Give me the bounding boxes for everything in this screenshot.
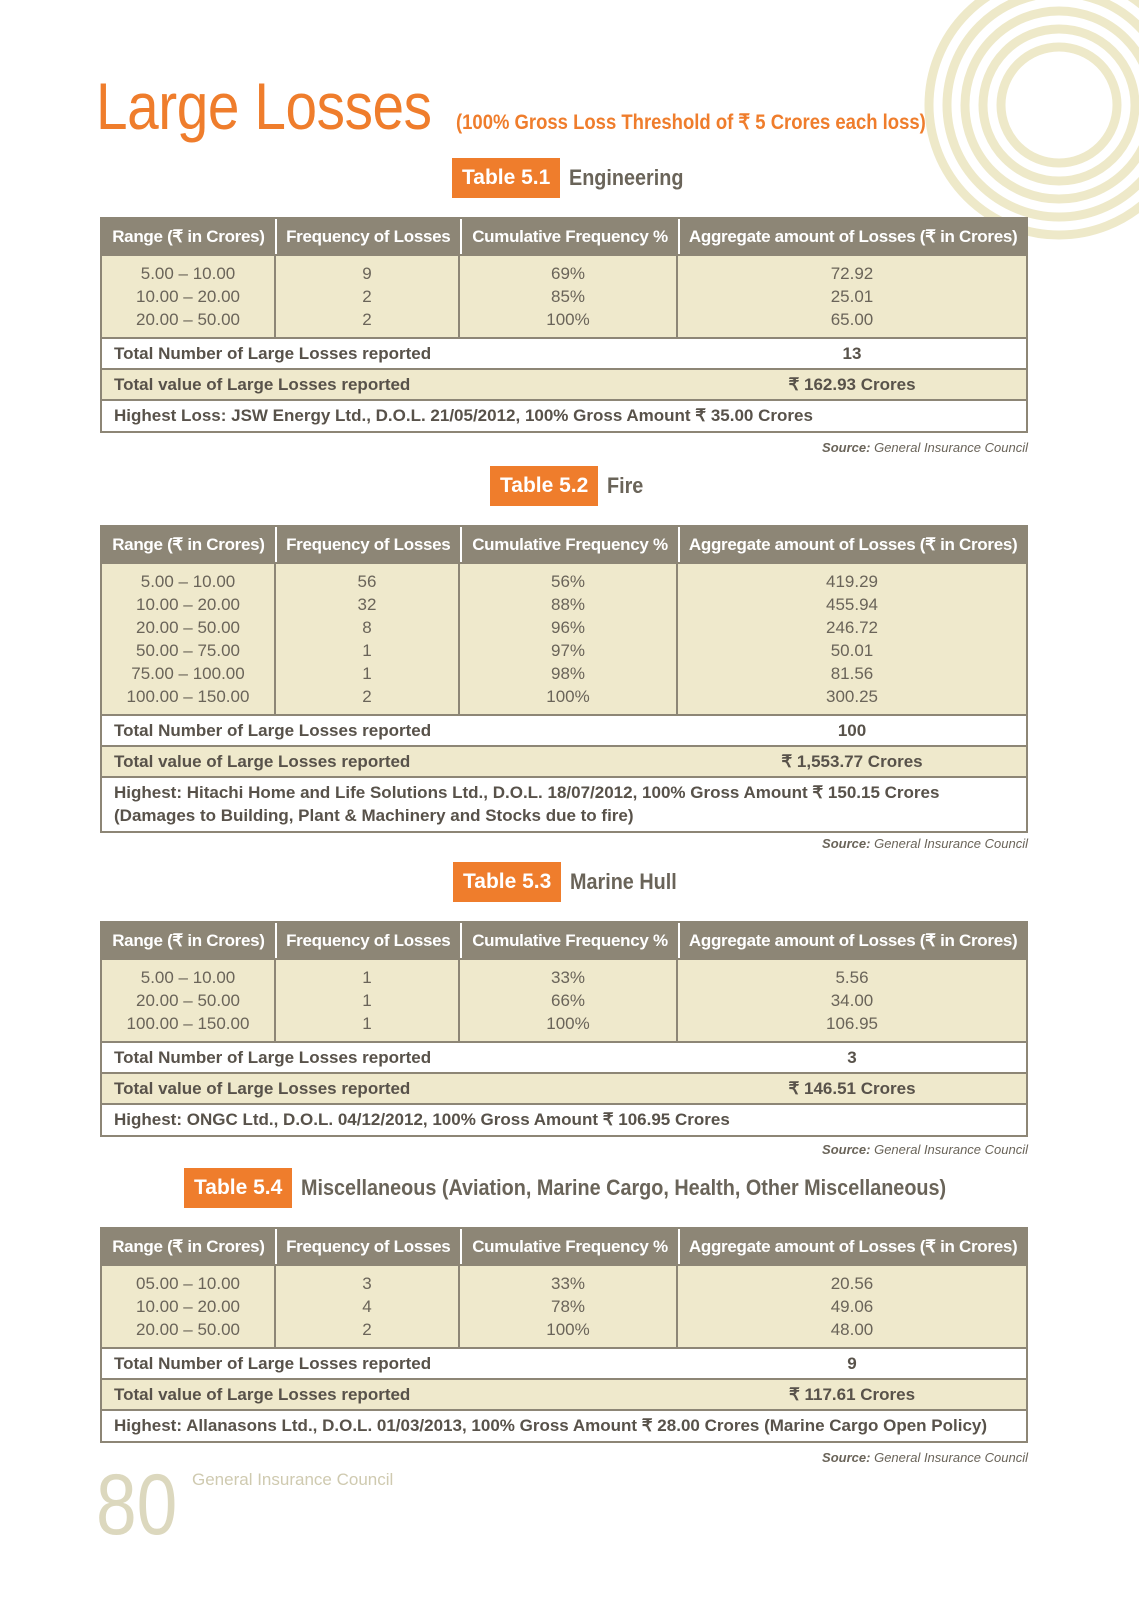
frequency-column	[276, 256, 460, 337]
table-cell: 49.06	[830, 1297, 874, 1316]
table-cell: 2	[362, 1320, 372, 1339]
cumulative-column	[460, 564, 678, 714]
table-cell: 5.00 – 10.00	[140, 572, 236, 591]
cumulative-column	[460, 960, 678, 1041]
total-value-label: Total value of Large Losses reported	[114, 1384, 411, 1404]
range-column	[102, 960, 276, 1041]
table-cell: 5.56	[835, 968, 869, 987]
table-name: Marine Hull	[570, 869, 678, 894]
table-cell: 100%	[546, 1014, 590, 1033]
table-cell: 33%	[550, 968, 586, 987]
table-cell: 05.00 – 10.00	[136, 1274, 240, 1293]
table-miscellaneous	[100, 1227, 1028, 1443]
amount-column	[678, 564, 1026, 714]
table-cell: 2	[362, 287, 372, 306]
table-cell: 32	[357, 595, 377, 614]
table-number: Table 5.2	[490, 466, 598, 506]
table-cell: 33%	[550, 1274, 586, 1293]
table-number: Table 5.3	[453, 862, 561, 902]
table-cell: 25.01	[830, 287, 874, 306]
frequency-column	[276, 1266, 460, 1347]
table-body	[102, 254, 1026, 337]
table-cell: 81.56	[830, 664, 874, 683]
total-value-value: ₹ 117.61 Crores	[788, 1384, 916, 1404]
table-caption	[452, 158, 696, 198]
highest-loss-note: Highest: Allanasons Ltd., D.O.L. 01/03/2013, 100% Gross Amount ₹ 28.00 Crores (Marine Cargo Open Policy)	[102, 1409, 1026, 1441]
amount-column	[678, 960, 1026, 1041]
table-cell: 300.25	[826, 687, 878, 706]
source-note: Source: General Insurance Council	[822, 440, 1028, 455]
table-cell: 8	[362, 618, 372, 637]
column-header: Range (₹ in Crores)	[102, 219, 277, 254]
table-cell: 96%	[550, 618, 586, 637]
table-cell: 3	[362, 1274, 372, 1293]
table-fire	[100, 525, 1028, 833]
column-header: Cumulative Frequency %	[462, 527, 681, 562]
total-number-value: 9	[847, 1353, 857, 1373]
table-header	[102, 219, 1026, 254]
total-number-label: Total Number of Large Losses reported	[114, 1047, 432, 1067]
table-cell: 10.00 – 20.00	[136, 287, 240, 306]
column-header: Range (₹ in Crores)	[102, 527, 277, 562]
table-cell: 1	[362, 664, 372, 683]
table-cell: 20.00 – 50.00	[136, 991, 240, 1010]
table-cell: 20.56	[830, 1274, 874, 1293]
cumulative-column	[460, 1266, 678, 1347]
column-header: Aggregate amount of Losses (₹ in Crores)	[688, 930, 1018, 950]
table-cell: 78%	[550, 1297, 586, 1316]
column-header: Aggregate amount of Losses (₹ in Crores)	[688, 226, 1018, 246]
table-caption	[184, 1168, 1018, 1208]
total-value-value: ₹ 1,553.77 Crores	[781, 751, 923, 771]
table-cell: 1	[362, 991, 372, 1010]
total-value-value: ₹ 162.93 Crores	[788, 374, 916, 394]
frequency-column	[276, 960, 460, 1041]
table-cell: 419.29	[826, 572, 878, 591]
table-cell: 10.00 – 20.00	[136, 1297, 240, 1316]
total-number-value: 13	[842, 343, 862, 363]
table-cell: 98%	[550, 664, 586, 683]
table-cell: 97%	[550, 641, 586, 660]
table-cell: 56	[357, 572, 377, 591]
column-header: Range (₹ in Crores)	[102, 923, 277, 958]
table-caption	[453, 862, 689, 902]
table-cell: 20.00 – 50.00	[136, 1320, 240, 1339]
total-number-label: Total Number of Large Losses reported	[114, 1353, 432, 1373]
table-cell: 5.00 – 10.00	[140, 264, 236, 283]
amount-column	[678, 1266, 1026, 1347]
range-column	[102, 256, 276, 337]
table-cell: 106.95	[826, 1014, 878, 1033]
total-number-row	[102, 1347, 1026, 1378]
total-number-value: 100	[837, 720, 867, 740]
frequency-column	[276, 564, 460, 714]
table-cell: 1	[362, 968, 372, 987]
table-cell: 75.00 – 100.00	[131, 664, 245, 683]
page-number: 80	[96, 1457, 178, 1553]
table-cell: 100.00 – 150.00	[126, 687, 250, 706]
table-cell: 65.00	[830, 310, 874, 329]
table-header	[102, 1229, 1026, 1264]
table-body	[102, 958, 1026, 1041]
column-header: Frequency of Losses	[277, 923, 462, 958]
range-column	[102, 564, 276, 714]
table-cell: 100%	[546, 310, 590, 329]
highest-loss-note: Highest: Hitachi Home and Life Solutions Ltd., D.O.L. 18/07/2012, 100% Gross Amount ₹ 150.15 Crores (Damages to Building, Plant & Machinery and Stocks due to fire)	[102, 776, 1026, 831]
table-cell: 85%	[550, 287, 586, 306]
page-title: Large Losses	[96, 69, 432, 143]
column-header: Aggregate amount of Losses (₹ in Crores)	[688, 1236, 1018, 1256]
total-value-row	[102, 745, 1026, 776]
source-note: Source: General Insurance Council	[822, 836, 1028, 851]
table-cell: 9	[362, 264, 372, 283]
table-cell: 1	[362, 641, 372, 660]
table-cell: 48.00	[830, 1320, 874, 1339]
table-body	[102, 1264, 1026, 1347]
total-value-label: Total value of Large Losses reported	[114, 1078, 411, 1098]
table-name: Miscellaneous (Aviation, Marine Cargo, Health, Other Miscellaneous)	[301, 1175, 947, 1200]
table-cell: 72.92	[830, 264, 874, 283]
table-caption	[490, 466, 648, 506]
table-name: Fire	[607, 473, 644, 498]
total-number-label: Total Number of Large Losses reported	[114, 720, 432, 740]
column-header: Cumulative Frequency %	[462, 923, 681, 958]
table-header	[102, 923, 1026, 958]
column-header: Cumulative Frequency %	[462, 1229, 681, 1264]
table-cell: 4	[362, 1297, 372, 1316]
highest-loss-note: Highest: ONGC Ltd., D.O.L. 04/12/2012, 100% Gross Amount ₹ 106.95 Crores	[102, 1103, 1026, 1135]
table-engineering	[100, 217, 1028, 433]
page-subtitle: (100% Gross Loss Threshold of ₹ 5 Crores each loss)	[456, 111, 926, 134]
table-cell: 455.94	[826, 595, 878, 614]
table-cell: 50.00 – 75.00	[136, 641, 240, 660]
decorative-arcs	[899, 0, 1139, 250]
column-header: Range (₹ in Crores)	[102, 1229, 277, 1264]
table-cell: 5.00 – 10.00	[140, 968, 236, 987]
highest-loss-note: Highest Loss: JSW Energy Ltd., D.O.L. 21/05/2012, 100% Gross Amount ₹ 35.00 Crores	[102, 399, 1026, 431]
source-note: Source: General Insurance Council	[822, 1142, 1028, 1157]
total-value-label: Total value of Large Losses reported	[114, 751, 411, 771]
table-cell: 50.01	[830, 641, 874, 660]
total-number-value: 3	[847, 1047, 857, 1067]
column-header: Cumulative Frequency %	[462, 219, 681, 254]
column-header: Aggregate amount of Losses (₹ in Crores)	[688, 534, 1018, 554]
table-cell: 2	[362, 310, 372, 329]
table-cell: 56%	[550, 572, 586, 591]
table-cell: 88%	[550, 595, 586, 614]
source-note: Source: General Insurance Council	[822, 1450, 1028, 1465]
total-number-label: Total Number of Large Losses reported	[114, 343, 432, 363]
total-value-row	[102, 1072, 1026, 1103]
table-cell: 2	[362, 687, 372, 706]
footer-org: General Insurance Council	[192, 1470, 394, 1489]
table-header	[102, 527, 1026, 562]
amount-column	[678, 256, 1026, 337]
table-cell: 69%	[550, 264, 586, 283]
table-number: Table 5.4	[184, 1168, 292, 1208]
table-cell: 66%	[550, 991, 586, 1010]
column-header: Frequency of Losses	[277, 219, 462, 254]
table-cell: 20.00 – 50.00	[136, 310, 240, 329]
table-marine-hull	[100, 921, 1028, 1137]
total-number-row	[102, 1041, 1026, 1072]
table-cell: 1	[362, 1014, 372, 1033]
total-value-value: ₹ 146.51 Crores	[788, 1078, 916, 1098]
table-name: Engineering	[569, 165, 684, 190]
table-cell: 246.72	[826, 618, 878, 637]
total-value-row	[102, 368, 1026, 399]
column-header: Frequency of Losses	[277, 527, 462, 562]
table-number: Table 5.1	[452, 158, 560, 198]
table-cell: 10.00 – 20.00	[136, 595, 240, 614]
total-value-label: Total value of Large Losses reported	[114, 374, 411, 394]
table-cell: 100.00 – 150.00	[126, 1014, 250, 1033]
total-number-row	[102, 337, 1026, 368]
table-body	[102, 562, 1026, 714]
total-value-row	[102, 1378, 1026, 1409]
table-cell: 20.00 – 50.00	[136, 618, 240, 637]
table-cell: 100%	[546, 1320, 590, 1339]
cumulative-column	[460, 256, 678, 337]
total-number-row	[102, 714, 1026, 745]
column-header: Frequency of Losses	[277, 1229, 462, 1264]
range-column	[102, 1266, 276, 1347]
table-cell: 100%	[546, 687, 590, 706]
table-cell: 34.00	[830, 991, 874, 1010]
